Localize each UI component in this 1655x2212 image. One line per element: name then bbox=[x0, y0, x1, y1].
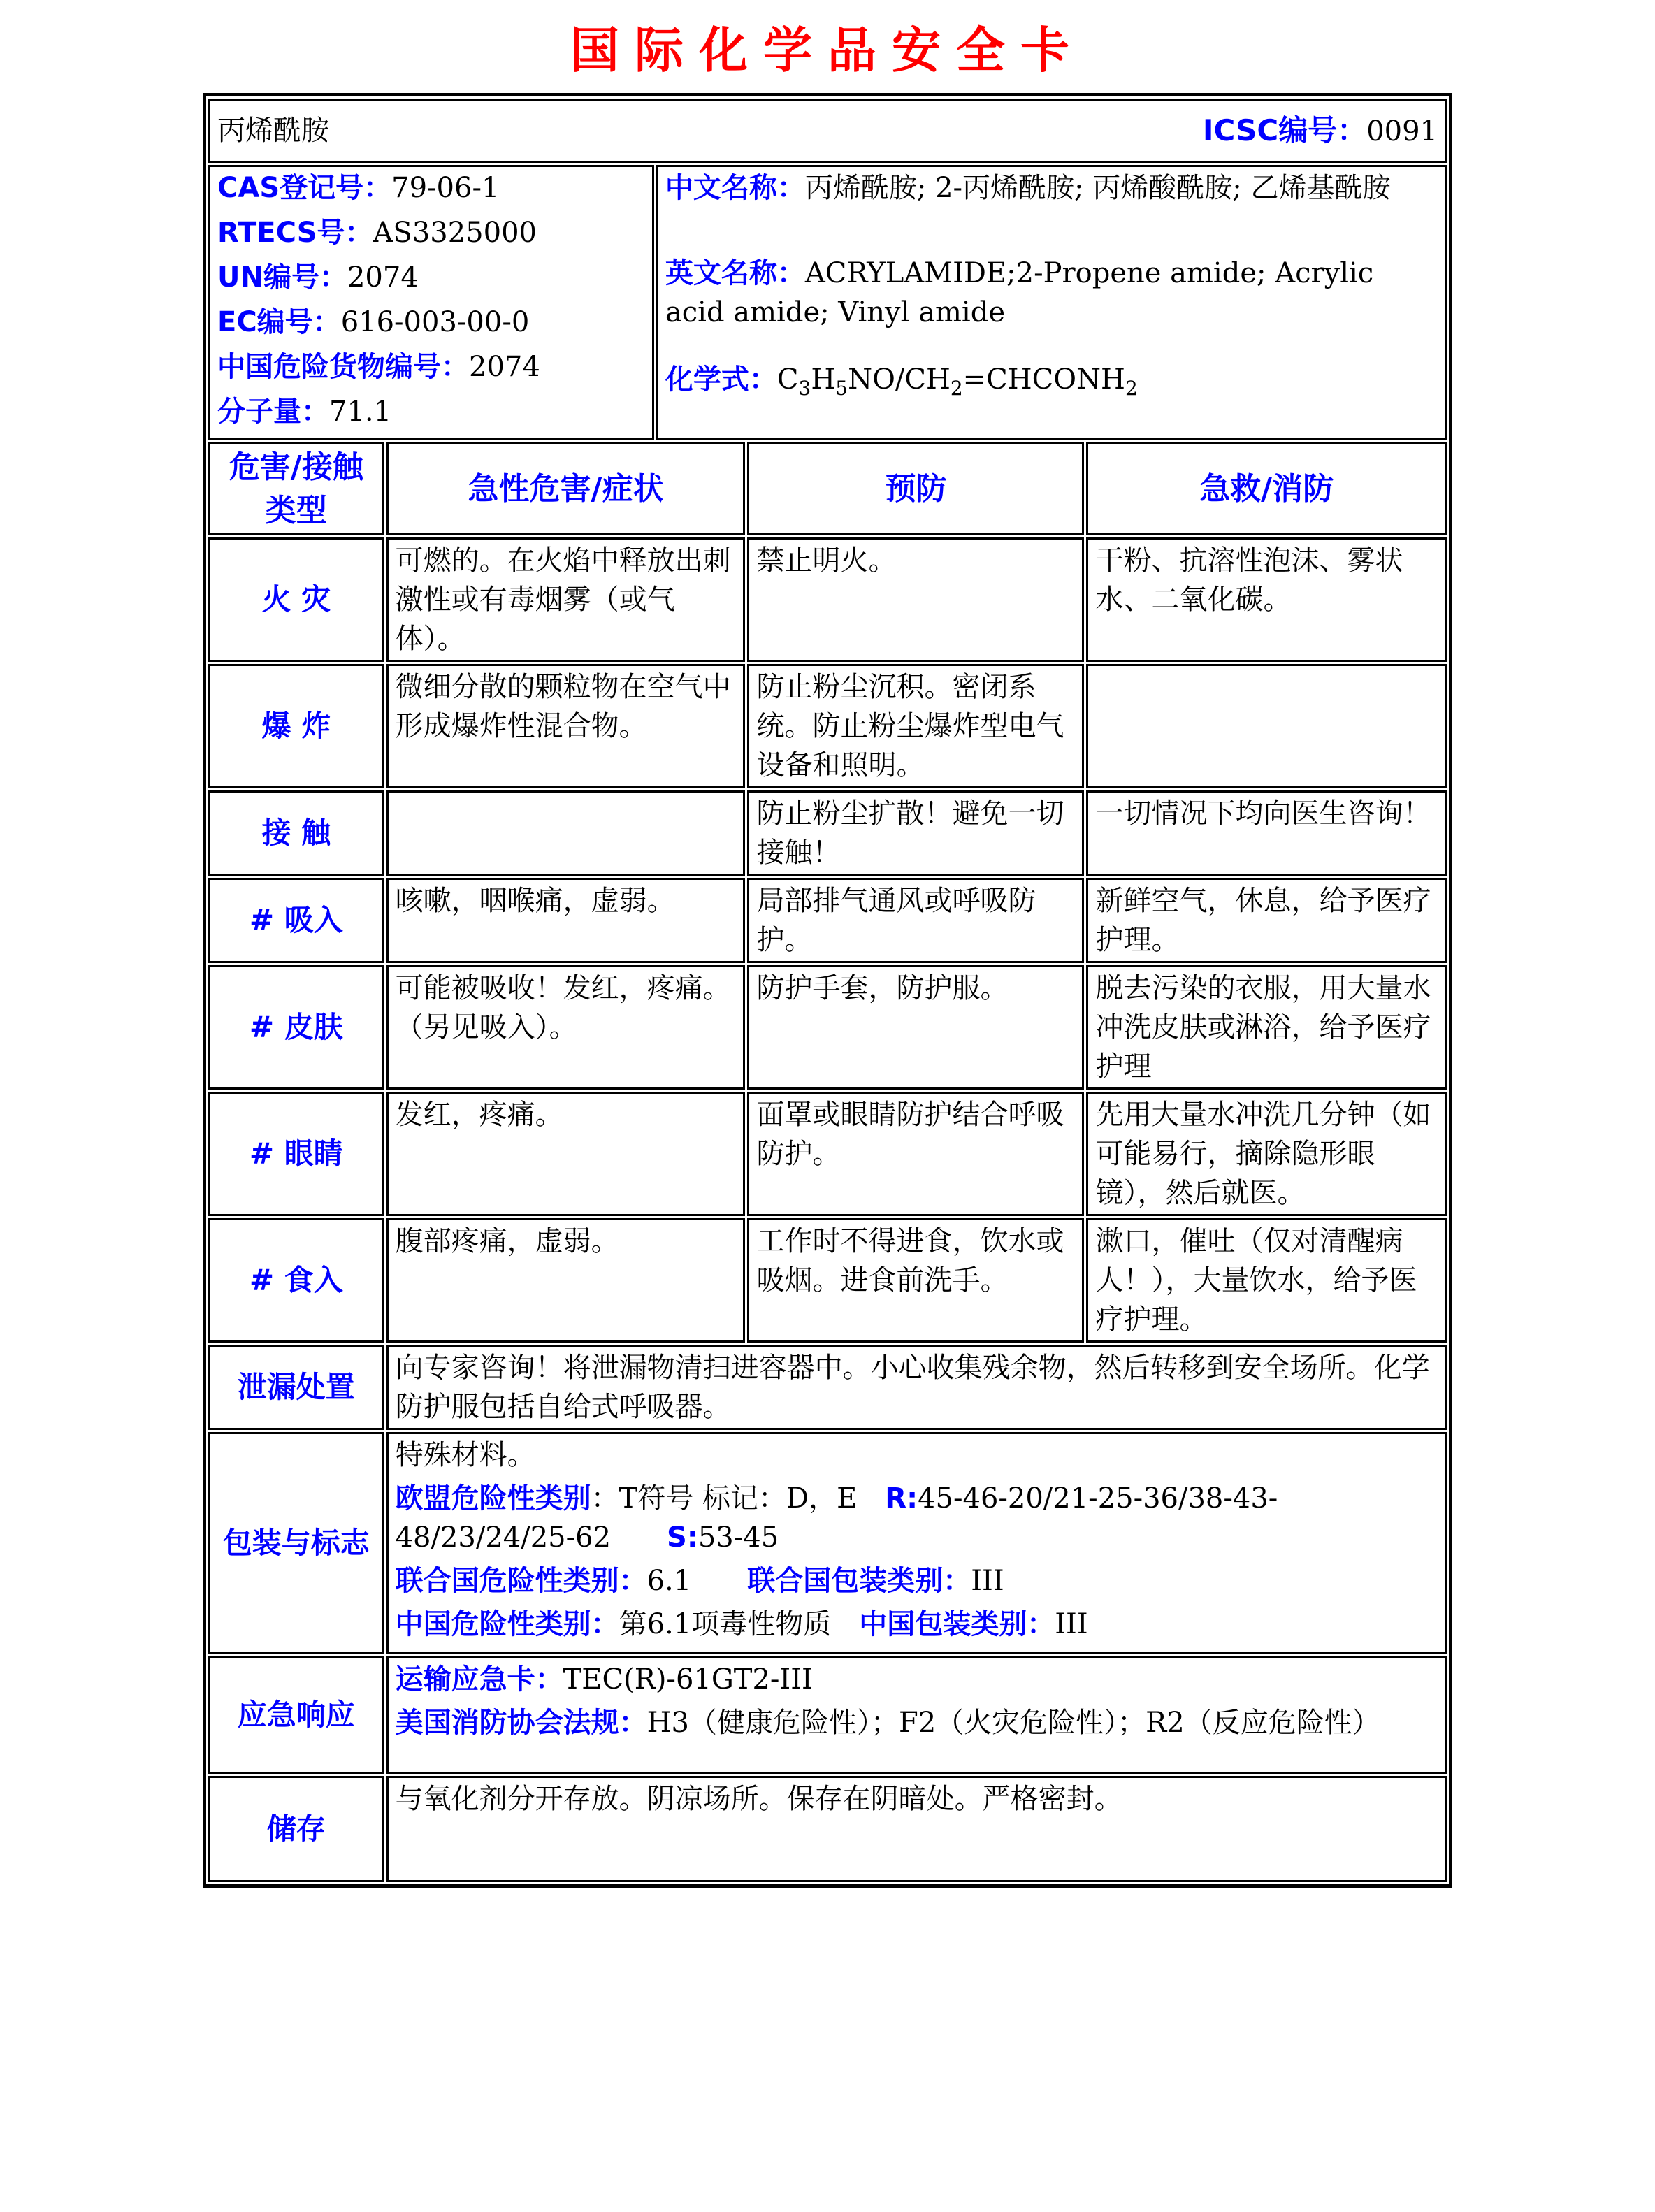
emergency-response-content: 运输应急卡：TEC(R)-61GT2-III 美国消防协会法规：H3（健康危险性）；F2（火灾危险性）；R2（反应危险性） bbox=[386, 1656, 1447, 1774]
eyes-symptoms: 发红，疼痛。 bbox=[386, 1092, 746, 1216]
icsc-label: ICSC编号： bbox=[1202, 113, 1367, 147]
chemical-formula: $C_3H_5NO/CH_2=CHCONH_2$ bbox=[776, 363, 1138, 400]
table-row-fire bbox=[208, 537, 1447, 662]
row-label-storage: 储存 bbox=[208, 1776, 384, 1882]
column-header-hazard-type: 危害/接触类型 bbox=[208, 442, 384, 535]
inhalation-prevention: 局部排气通风或呼吸防护。 bbox=[747, 878, 1084, 963]
table-row-packaging-labelling bbox=[208, 1432, 1447, 1654]
row-label-contact: 接 触 bbox=[208, 790, 384, 876]
ec-number-line: EC编号：616-003-00-0 bbox=[217, 306, 530, 338]
skin-prevention: 防护手套，防护服。 bbox=[747, 965, 1084, 1090]
column-header-row bbox=[208, 442, 1447, 535]
row-label-inhalation: # 吸入 bbox=[208, 878, 384, 963]
icsc-number-group bbox=[1203, 110, 1438, 152]
names-cell bbox=[656, 165, 1447, 440]
table-row-emergency-response bbox=[208, 1656, 1447, 1774]
inhalation-firstaid: 新鲜空气，休息，给予医疗护理。 bbox=[1086, 878, 1447, 963]
inhalation-symptoms: 咳嗽，咽喉痛，虚弱。 bbox=[386, 878, 746, 963]
un-number-line: UN编号：2074 bbox=[217, 261, 419, 294]
skin-symptoms: 可能被吸收！发红，疼痛。（另见吸入）。 bbox=[386, 965, 746, 1090]
column-header-symptoms: 急性危害/症状 bbox=[386, 442, 746, 535]
china-dg-number-line: 中国危险货物编号：2074 bbox=[217, 351, 540, 383]
table-row-ingestion bbox=[208, 1218, 1447, 1343]
chinese-name-line: 中文名称：丙烯酰胺; 2-丙烯酰胺; 丙烯酸酰胺; 乙烯基酰胺 bbox=[665, 172, 1391, 204]
table-row-storage bbox=[208, 1776, 1447, 1882]
explosion-firstaid bbox=[1086, 664, 1447, 788]
skin-firstaid: 脱去污染的衣服，用大量水冲洗皮肤或淋浴，给予医疗护理 bbox=[1086, 965, 1447, 1090]
rtecs-number-line: RTECS号：AS3325000 bbox=[217, 217, 537, 249]
contact-prevention: 防止粉尘扩散！避免一切接触！ bbox=[747, 790, 1084, 876]
table-row-skin bbox=[208, 965, 1447, 1090]
table-row-spill-disposal bbox=[208, 1345, 1447, 1430]
fire-prevention: 禁止明火。 bbox=[747, 537, 1084, 662]
ingestion-prevention: 工作时不得进食，饮水或吸烟。进食前洗手。 bbox=[747, 1218, 1084, 1343]
row-label-fire: 火 灾 bbox=[208, 537, 384, 662]
column-header-firstaid: 急救/消防 bbox=[1086, 442, 1447, 535]
row-label-ingestion: # 食入 bbox=[208, 1218, 384, 1343]
formula-line: 化学式：$C_3H_5NO/CH_2=CHCONH_2$ bbox=[665, 363, 1138, 400]
eyes-prevention: 面罩或眼睛防护结合呼吸防护。 bbox=[747, 1092, 1084, 1216]
table-row-explosion bbox=[208, 664, 1447, 788]
english-name-line: 英文名称：ACRYLAMIDE;2-Propene amide; Acrylic acid amide; Vinyl amide bbox=[665, 257, 1374, 328]
substance-name: 丙烯酰胺 bbox=[217, 115, 329, 147]
packaging-labelling-content: 特殊材料。 欧盟危险性类别：T符号 标记：D，E R:45-46-20/21-25-36/38-43-48/23/24/25-62 S:53-45 联合国危险性类别：6.1 联合国包装类别：III 中国危险性类别：第6.1项毒性物质 中国包装类别：III bbox=[386, 1432, 1447, 1654]
column-header-prevention: 预防 bbox=[747, 442, 1084, 535]
table-row-inhalation bbox=[208, 878, 1447, 963]
table-row-eyes bbox=[208, 1092, 1447, 1216]
contact-firstaid: 一切情况下均向医生咨询！ bbox=[1086, 790, 1447, 876]
explosion-prevention: 防止粉尘沉积。密闭系统。防止粉尘爆炸型电气设备和照明。 bbox=[747, 664, 1084, 788]
fire-firstaid: 干粉、抗溶性泡沫、雾状水、二氧化碳。 bbox=[1086, 537, 1447, 662]
row-label-eyes: # 眼睛 bbox=[208, 1092, 384, 1216]
identifiers-cell bbox=[208, 165, 654, 440]
molecular-weight-line: 分子量：71.1 bbox=[217, 396, 392, 428]
header-strip-cell bbox=[208, 99, 1447, 163]
row-label-skin: # 皮肤 bbox=[208, 965, 384, 1090]
identity-row bbox=[208, 165, 1447, 440]
row-label-spill-disposal: 泄漏处置 bbox=[208, 1345, 384, 1430]
storage-content: 与氧化剂分开存放。阴凉场所。保存在阴暗处。严格密封。 bbox=[386, 1776, 1447, 1882]
contact-symptoms bbox=[386, 790, 746, 876]
fire-symptoms: 可燃的。在火焰中释放出刺激性或有毒烟雾（或气体）。 bbox=[386, 537, 746, 662]
eyes-firstaid: 先用大量水冲洗几分钟（如可能易行，摘除隐形眼镜），然后就医。 bbox=[1086, 1092, 1447, 1216]
row-label-packaging-labelling: 包装与标志 bbox=[208, 1432, 384, 1654]
page-title: 国际化学品安全卡 bbox=[570, 21, 1085, 79]
ingestion-firstaid: 漱口，催吐（仅对清醒病人！），大量饮水，给予医疗护理。 bbox=[1086, 1218, 1447, 1343]
cas-number-line: CAS登记号：79-06-1 bbox=[217, 172, 500, 204]
row-label-explosion: 爆 炸 bbox=[208, 664, 384, 788]
icsc-number: 0091 bbox=[1366, 115, 1438, 147]
ingestion-symptoms: 腹部疼痛，虚弱。 bbox=[386, 1218, 746, 1343]
row-label-emergency-response: 应急响应 bbox=[208, 1656, 384, 1774]
spill-disposal-content: 向专家咨询！将泄漏物清扫进容器中。小心收集残余物，然后转移到安全场所。化学防护服包括自给式呼吸器。 bbox=[386, 1345, 1447, 1430]
safety-card-table bbox=[203, 93, 1452, 1888]
explosion-symptoms: 微细分散的颗粒物在空气中形成爆炸性混合物。 bbox=[386, 664, 746, 788]
header-strip-row bbox=[208, 99, 1447, 163]
table-row-contact bbox=[208, 790, 1447, 876]
